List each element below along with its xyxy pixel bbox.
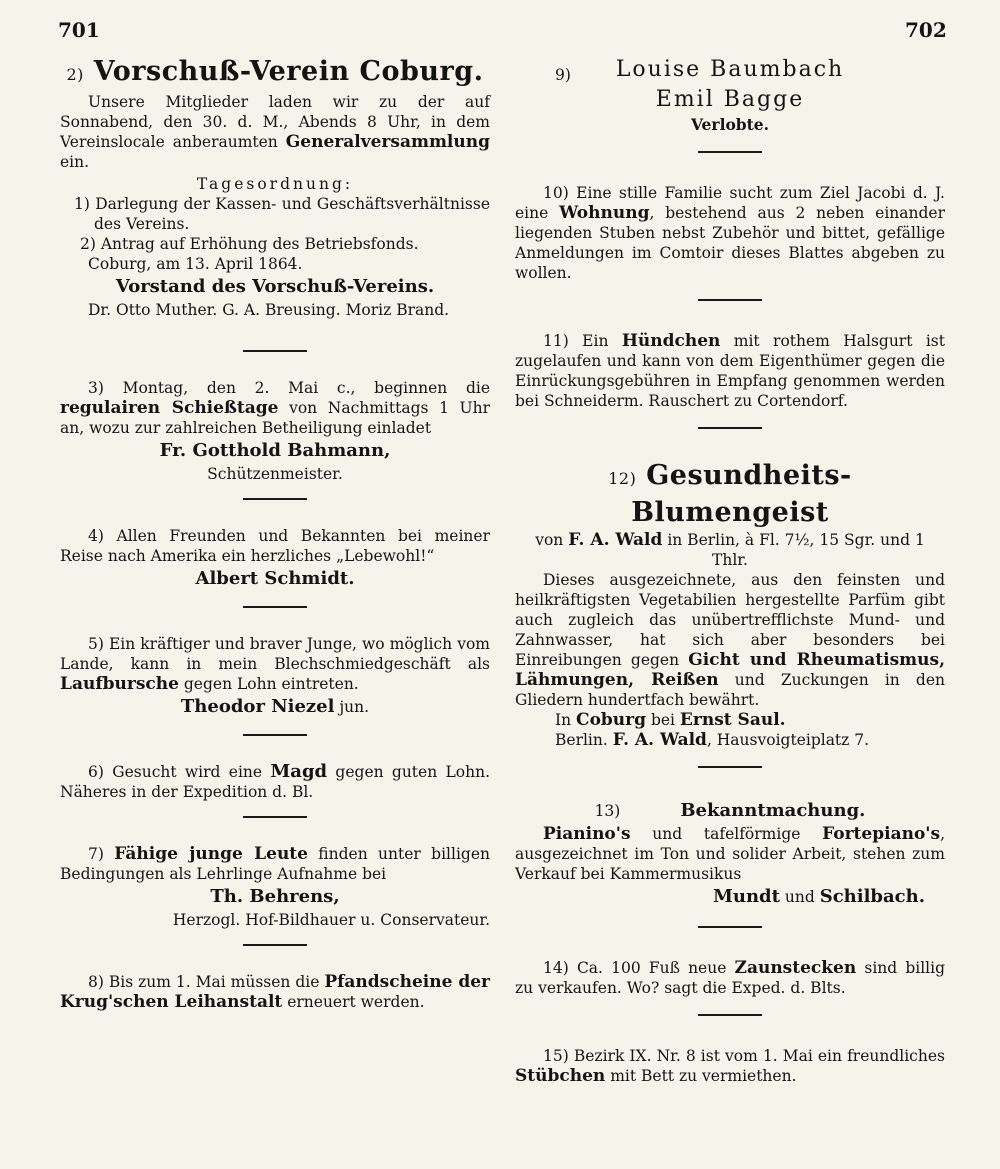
ad-text: finden unter billigen Bedingungen als Lehrlinge Aufnahme bei [60, 845, 490, 883]
ad-number: 4) [88, 527, 104, 545]
ad-text-bold: Generalversammlung [285, 132, 490, 152]
ad-text: in Berlin, à Fl. 7½, 15 Sgr. und 1 Thlr. [662, 531, 925, 569]
ad-number: 9) [555, 66, 571, 84]
separator [698, 299, 762, 301]
ad-text: Gesucht wird eine [112, 763, 271, 781]
ad-date: Coburg, am 13. April 1864. [88, 255, 303, 273]
ad-text: Montag, den 2. Mai c., beginnen die [122, 379, 490, 397]
ad-text: sind billig zu verkaufen. Wo? sagt die Exped. d. Blts. [515, 959, 946, 997]
ad-number: 13) [594, 802, 621, 820]
ad-lebewohl [60, 526, 490, 592]
ad-text-bold: Zaunstecken [734, 958, 857, 978]
ad-text-bold: Pianino's [543, 824, 631, 844]
ad-text: , ausgezeichnet im Ton und solider Arbeit, stehen zum Verkauf bei Kammermusikus [515, 825, 945, 883]
ad-text: und [779, 888, 820, 906]
ad-text-bold: Pfandscheine der Krug'schen Leihanstalt [60, 972, 490, 1012]
ad-number: 12) [608, 469, 637, 488]
ad-number: 6) [88, 763, 104, 781]
ad-text: bei [646, 711, 680, 729]
ad-signature: Mundt [712, 886, 780, 907]
separator [243, 606, 307, 608]
ad-text: ein. [60, 153, 90, 171]
engaged-name: Emil Bagge [655, 87, 805, 112]
ad-signer-suffix: jun. [334, 698, 370, 716]
ad-signature: Th. Behrens, [210, 886, 340, 907]
ad-text-bold: Fähige junge Leute [114, 844, 308, 864]
ad-text: Dieses ausgezeichnete, aus den feinsten und heilkräftigsten Vegetabilien hergestellte Parfüm gibt auch zugleich das unübertrefflichste Mund- und Zahnwasser, hat sich aber besonders bei Einreibungen gegen [515, 571, 945, 669]
ad-vorschuss-verein [60, 55, 490, 320]
ad-text-bold: F. A. Wald [568, 530, 663, 550]
ad-text: Bezirk IX. Nr. 8 ist vom 1. Mai ein freundliches [573, 1047, 945, 1065]
separator [243, 734, 307, 736]
ad-signature: Fr. Gotthold Bahmann, [159, 440, 391, 461]
ad-text: gegen guten Lohn. Näheres in der Expedition d. Bl. [60, 763, 490, 801]
ad-lehrlinge [60, 844, 490, 930]
ad-text-bold: Magd [270, 761, 328, 782]
ad-number: 8) [88, 973, 104, 991]
ad-number: 14) [543, 959, 569, 977]
ad-number: 7) [88, 845, 104, 863]
ad-laufbursche [60, 634, 490, 720]
ad-text-bold: Laufbursche [60, 674, 179, 694]
separator [698, 1014, 762, 1016]
ad-text-bold: Hündchen [621, 331, 721, 351]
ad-signer-role: Herzogl. Hof-Bildhauer u. Conservateur. [172, 911, 490, 929]
ad-text-bold: Fortepiano's [822, 824, 941, 844]
separator [698, 926, 762, 928]
engaged-name: Louise Baumbach [615, 57, 845, 82]
ad-text: , bestehend aus 2 neben einander liegenden Stuben nebst Zubehör und bittet, gefällige Anmeldungen im Comtoir dieses Blattes abgeben zu wollen. [515, 204, 946, 282]
agenda-item: 2) Antrag auf Erhöhung des Betriebsfonds. [80, 235, 419, 253]
ad-text: Ca. 100 Fuß neue [576, 959, 735, 977]
ad-signature: Schilbach. [819, 886, 925, 907]
ad-stuebchen [515, 1046, 945, 1086]
ad-number: 10) [543, 184, 569, 202]
agenda-heading: Tagesordnung: [196, 175, 354, 193]
ad-text: Bis zum 1. Mai müssen die [108, 973, 325, 991]
ad-zaunstecken [515, 958, 945, 998]
ad-text: und tafelförmige [630, 825, 823, 843]
ad-number: 11) [543, 332, 569, 350]
ad-text-bold: regulairen Schießtage [60, 398, 279, 418]
ad-text: Berlin. [555, 731, 613, 749]
ad-pianinos [515, 798, 945, 910]
ad-number: 15) [543, 1047, 569, 1065]
separator [243, 816, 307, 818]
ad-signature: Albert Schmidt. [195, 568, 355, 589]
separator [243, 350, 307, 352]
ad-title: Vorschuß-Verein Coburg. [93, 56, 484, 87]
separator [698, 766, 762, 768]
ad-blumengeist [515, 459, 945, 750]
ad-signature: Vorstand des Vorschuß-Vereins. [115, 276, 435, 297]
separator [698, 151, 762, 153]
ad-text: Unsere Mitglieder laden wir zu der auf Sonnabend, den 30. d. M., Abends 8 Uhr, in dem Vereinslocale anberaumten [60, 93, 490, 151]
ad-text: Eine stille Familie sucht zum Ziel Jacobi d. J. eine [515, 184, 945, 222]
separator [243, 944, 307, 946]
ad-text: In [555, 711, 577, 729]
ad-number: 5) [88, 635, 104, 653]
ad-text-bold: Gicht und Rheumatismus, Lähmungen, Reißen [515, 650, 945, 690]
ad-signature: Theodor Niezel [180, 696, 335, 717]
ad-title: Bekanntmachung. [680, 800, 866, 821]
ad-text: erneuert werden. [282, 993, 425, 1011]
ad-text: Ein kräftiger und braver Junge, wo möglich vom Lande, kann in mein Blechschmiedgeschäft als [60, 635, 490, 673]
agenda-item: 1) Darlegung der Kassen- und Geschäftsverhältnisse des Vereins. [74, 195, 490, 233]
ad-text: mit rothem Halsgurt ist zugelaufen und kann von dem Eigenthümer gegen die Einrückungsgebühren in Empfang genommen werden bei Schneiderm. Rauschert zu Cortendorf. [515, 332, 945, 410]
page-number-left: 701 [58, 18, 100, 42]
ad-title: Gesundheits-Blumengeist [631, 460, 852, 528]
ad-signer-role: Schützenmeister. [207, 465, 343, 483]
ad-note: Verlobte. [690, 115, 770, 134]
ad-text: Allen Freunden und Bekannten bei meiner Reise nach Amerika ein herzliches „Lebewohl!“ [60, 527, 490, 565]
separator [243, 498, 307, 500]
ad-text-bold: Ernst Saul. [679, 710, 786, 730]
ad-schiesstage [60, 378, 490, 484]
ad-number: 3) [88, 379, 104, 397]
ad-names: Dr. Otto Muther. G. A. Breusing. Moriz Brand. [88, 301, 450, 319]
ad-text: gegen Lohn eintreten. [178, 675, 359, 693]
ad-text: und Zuckungen in den Gliedern hundertfach bewährt. [515, 671, 946, 709]
ad-text: , Hausvoigteiplatz 7. [706, 731, 870, 749]
ad-text-bold: Coburg [576, 710, 647, 730]
ad-text-bold: F. A. Wald [612, 730, 707, 750]
ad-huendchen [515, 331, 945, 411]
ad-magd [60, 762, 490, 802]
left-column [60, 55, 490, 1012]
ad-text-bold: Stübchen [515, 1066, 606, 1086]
ad-text: von [535, 531, 569, 549]
ad-text: von Nachmittags 1 Uhr an, wozu zur zahlreichen Betheiligung einladet [60, 399, 491, 437]
page-number-right: 702 [905, 18, 947, 42]
ad-number: 2) [66, 65, 84, 84]
separator [698, 427, 762, 429]
right-column [515, 55, 945, 1086]
ad-pfandscheine [60, 972, 490, 1012]
ad-verlobte [515, 55, 945, 135]
ad-wohnung [515, 183, 945, 283]
ad-text: Ein [582, 332, 622, 350]
ad-text-bold: Wohnung [559, 203, 650, 223]
ad-text: mit Bett zu vermiethen. [605, 1067, 797, 1085]
